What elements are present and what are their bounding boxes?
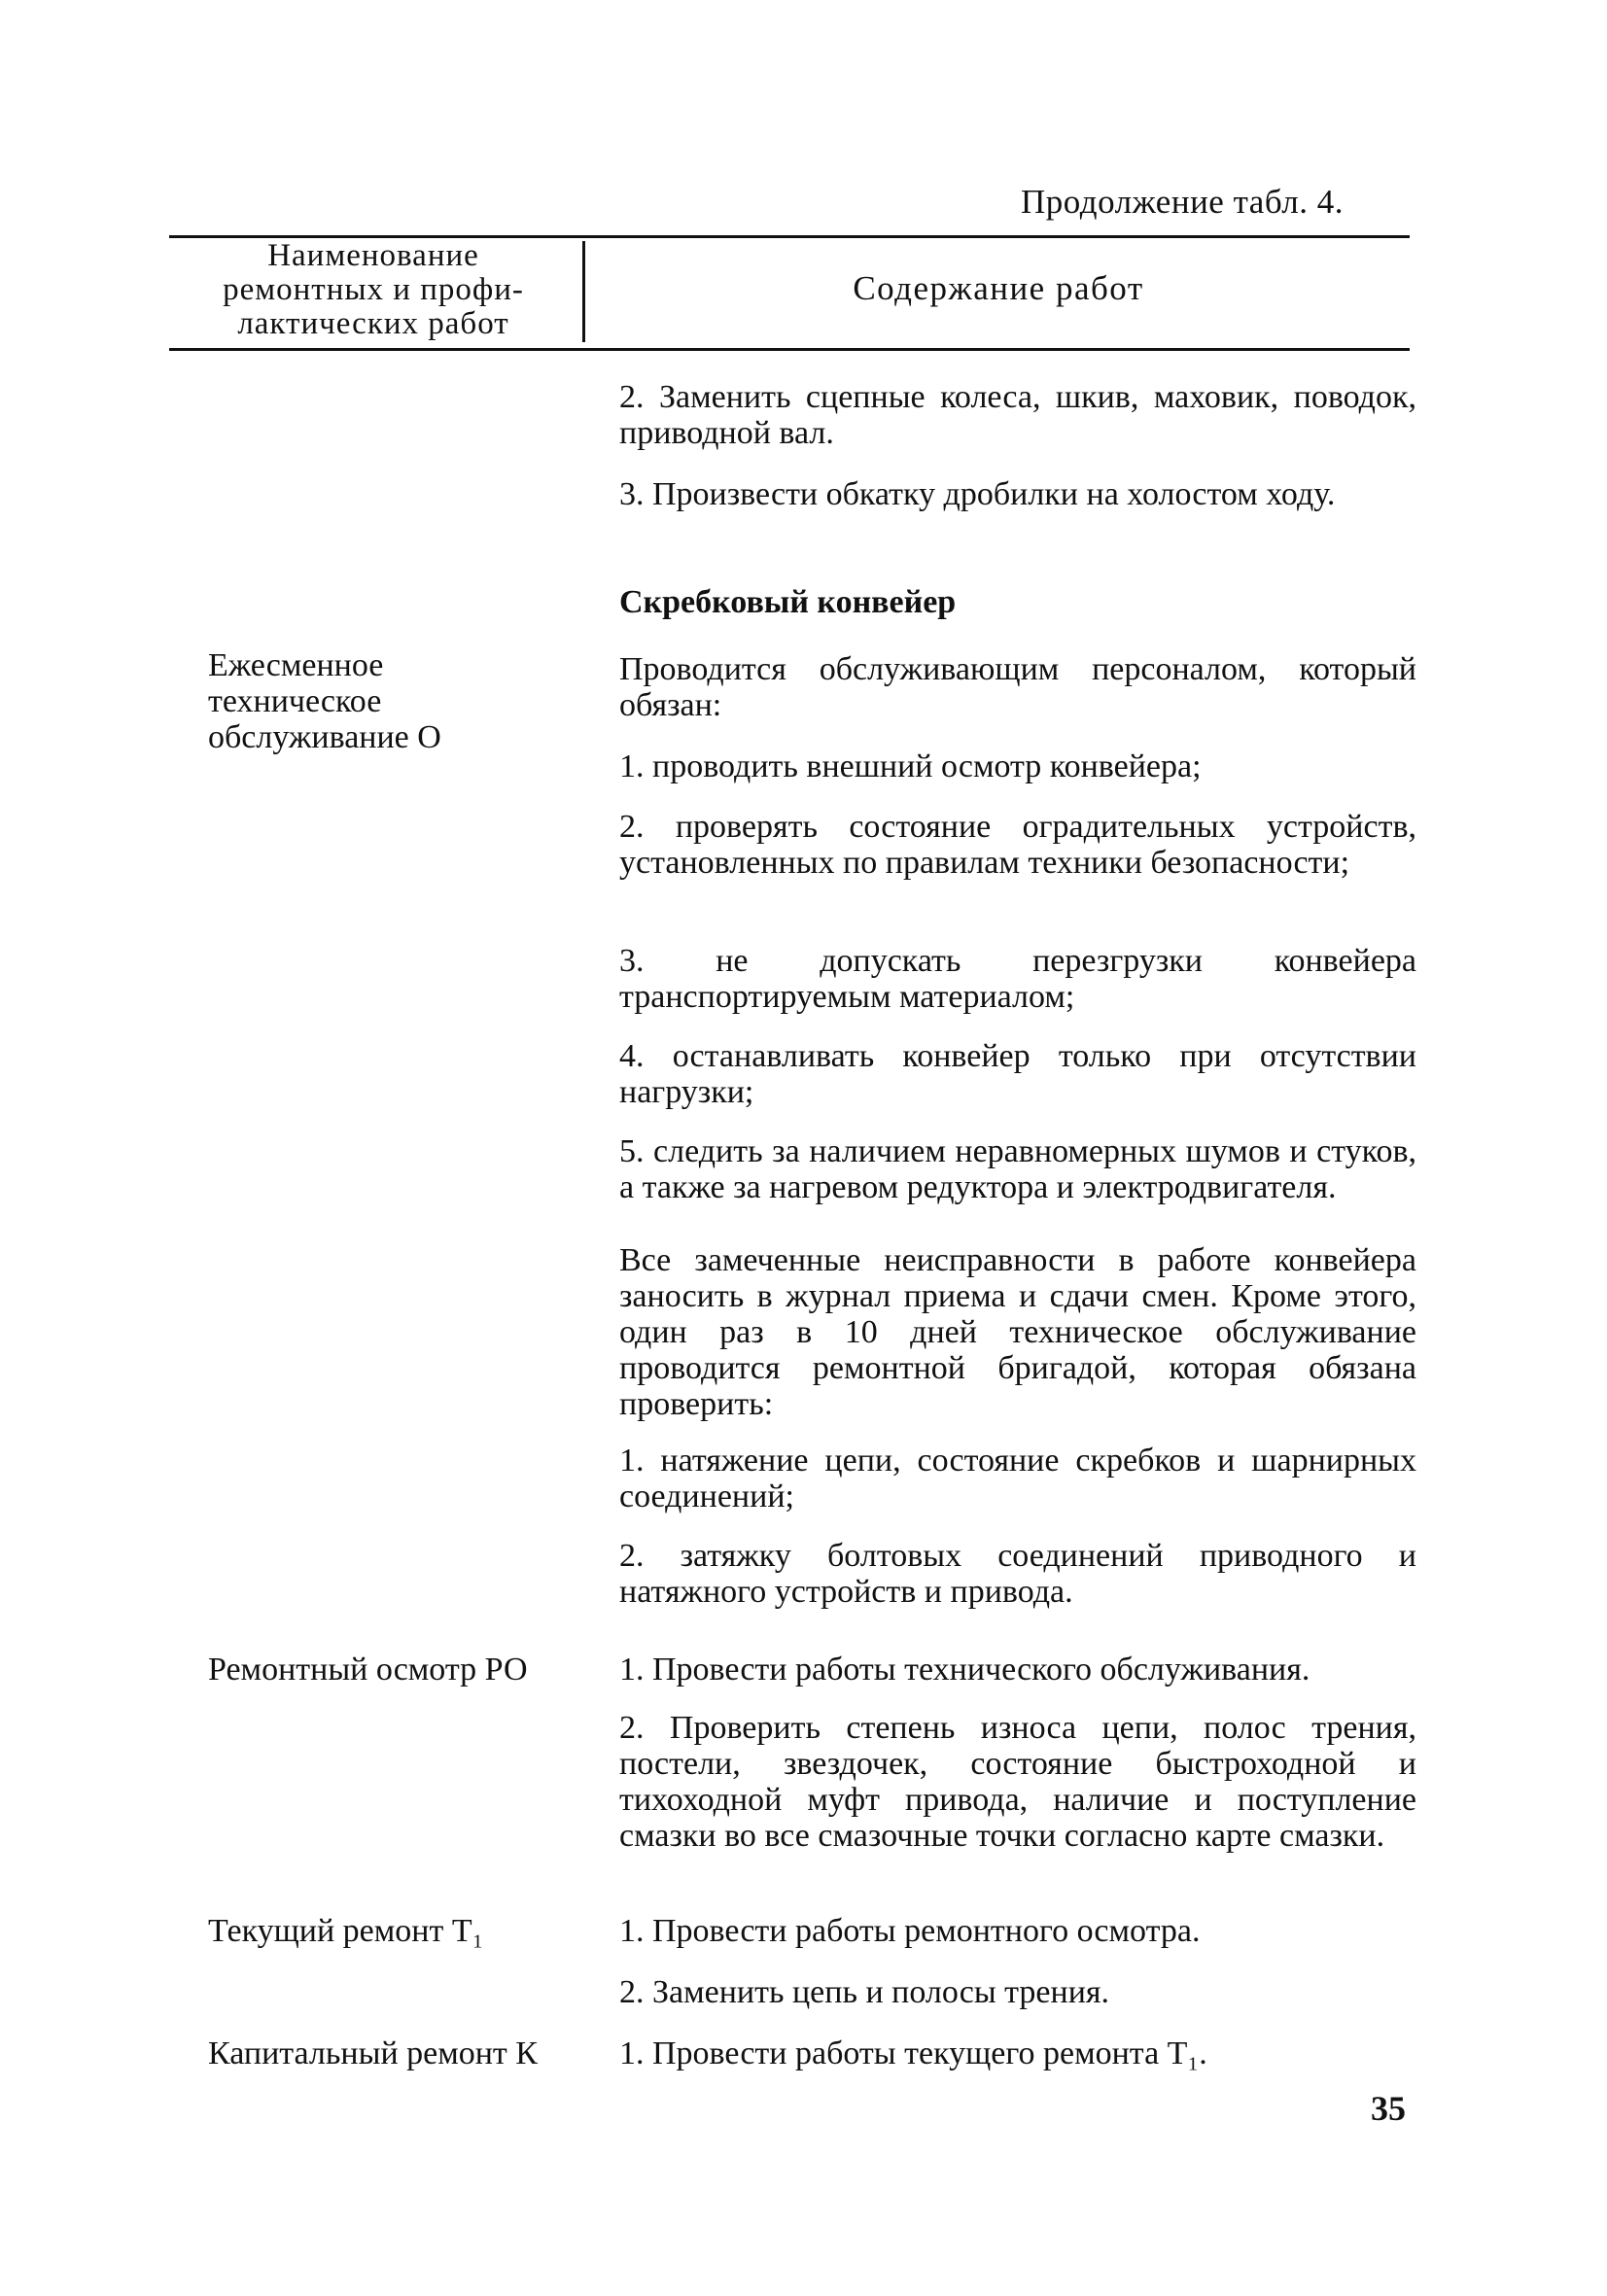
content-paragraph: Все замеченные неисправности в работе конвейера заносить в журнал приема и сдачи смен. Кроме этого, один раз в 10 дней техническое обслуживание проводится ремонтной бригадой, которая обязана проверить:: [619, 1242, 1416, 1422]
section-heading: Скребковый конвейер: [619, 584, 957, 620]
header-col1-line: ремонтных и профи-: [223, 272, 524, 307]
content-paragraph: 1. Провести работы ремонтного осмотра.: [619, 1913, 1201, 1949]
header-col1-line: Наименование: [267, 238, 479, 273]
table-header-divider: [582, 241, 585, 342]
header-col1-line: лактических работ: [237, 306, 509, 341]
table-header-col2: Содержание работ: [853, 269, 1144, 307]
label-line: техническое: [208, 683, 382, 719]
content-paragraph: 4. останавливать конвейер только при отсутствии нагрузки;: [619, 1038, 1416, 1110]
label-capital-repair: Капитальный ремонт К: [208, 2035, 538, 2071]
content-paragraph: 2. Заменить цепь и полосы трения.: [619, 1974, 1110, 2010]
content-paragraph: 2. проверять состояние оградительных устройств, установленных по правилам техники безопасности;: [619, 809, 1416, 881]
content-paragraph: 2. Проверить степень износа цепи, полос трения, постели, звездочек, состояние быстроходной и тихоходной муфт привода, наличие и поступление смазки во все смазочные точки согласно карте смазки.: [619, 1710, 1416, 1854]
content-paragraph: 1. Провести работы текущего ремонта T₁.: [619, 2035, 1207, 2071]
content-paragraph: 5. следить за наличием неравномерных шумов и стуков, а также за нагревом редуктора и электродвигателя.: [619, 1133, 1416, 1205]
content-paragraph: 1. натяжение цепи, состояние скребков и шарнирных соединений;: [619, 1443, 1416, 1514]
page-number: 35: [1371, 2089, 1406, 2128]
label-monthly-maintenance: [208, 647, 441, 755]
content-paragraph: 3. Произвести обкатку дробилки на холостом ходу.: [619, 476, 1336, 512]
content-paragraph: Проводится обслуживающим персоналом, который обязан:: [619, 651, 1416, 723]
table-header-col1: [169, 239, 577, 341]
content-paragraph: 2. затяжку болтовых соединений приводного и натяжного устройств и привода.: [619, 1538, 1416, 1610]
content-paragraph: 3. не допускать перезгрузки конвейера транспортируемым материалом;: [619, 943, 1416, 1015]
label-line: Ежесменное: [208, 647, 384, 683]
label-current-repair: Текущий ремонт T₁: [208, 1913, 484, 1949]
label-line: обслуживание О: [208, 719, 441, 755]
label-repair-inspection: Ремонтный осмотр РО: [208, 1652, 528, 1687]
content-paragraph: 2. Заменить сцепные колеса, шкив, маховик, поводок, приводной вал.: [619, 379, 1416, 451]
content-paragraph: 1. Провести работы технического обслуживания.: [619, 1652, 1310, 1687]
table-continuation-caption: Продолжение табл. 4.: [1021, 183, 1344, 221]
content-paragraph: 1. проводить внешний осмотр конвейера;: [619, 748, 1202, 784]
table-header-bottom-rule: [169, 348, 1410, 351]
